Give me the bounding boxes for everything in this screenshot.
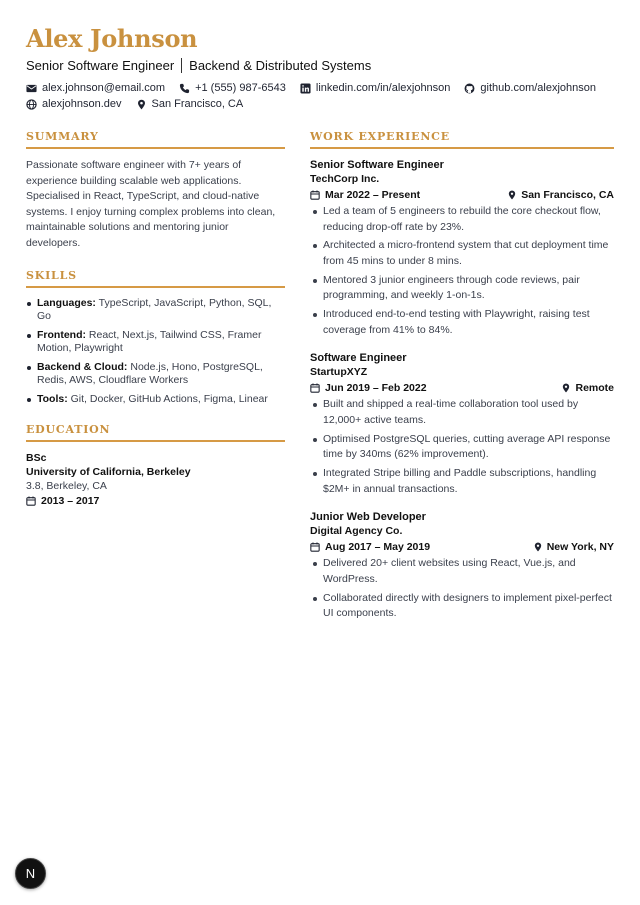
skill-label: Frontend: bbox=[37, 328, 86, 341]
linkedin-text: linkedin.com/in/alexjohnson bbox=[315, 82, 451, 94]
job-bullet: Optimised PostgreSQL queries, cutting average API response time by 340ms (62% improvement). bbox=[310, 432, 614, 463]
contact-linkedin[interactable] bbox=[300, 82, 451, 94]
phone-text: +1 (555) 987-6543 bbox=[195, 82, 286, 94]
skill-label: Tools: bbox=[37, 392, 68, 405]
job-bullets bbox=[310, 556, 614, 622]
job-location bbox=[507, 189, 614, 201]
contact-github[interactable] bbox=[464, 82, 596, 94]
map-pin-icon bbox=[136, 99, 147, 110]
globe-icon bbox=[26, 99, 37, 110]
job-bullet: Architected a micro-frontend system that cut deployment time from 45 mins to under 8 mins. bbox=[310, 238, 614, 269]
job-company: Digital Agency Co. bbox=[310, 525, 403, 538]
map-pin-icon bbox=[507, 190, 517, 200]
skill-value: Git, Docker, GitHub Actions, Figma, Linear bbox=[70, 392, 268, 405]
job-title: Software Engineer bbox=[310, 352, 407, 365]
skill-value: Node.js, Hono, PostgreSQL, Redis, AWS, Cloudflare Workers bbox=[37, 360, 263, 387]
job-bullets bbox=[310, 397, 614, 497]
phone-icon bbox=[179, 83, 190, 94]
left-column bbox=[26, 130, 285, 508]
job-bullets bbox=[310, 204, 614, 338]
calendar-icon bbox=[310, 190, 320, 200]
job-location-text: New York, NY bbox=[546, 541, 614, 554]
job-location bbox=[561, 382, 614, 394]
calendar-icon bbox=[310, 383, 320, 393]
headline bbox=[26, 58, 371, 73]
job-dates-text: Aug 2017 – May 2019 bbox=[325, 541, 431, 554]
job-dates-text: Jun 2019 – Feb 2022 bbox=[325, 382, 427, 395]
skill-value: TypeScript, JavaScript, Python, SQL, Go bbox=[37, 296, 272, 323]
job-dates bbox=[310, 540, 430, 554]
skills-heading: SKILLS bbox=[26, 269, 285, 288]
github-text: github.com/alexjohnson bbox=[480, 82, 596, 94]
github-icon bbox=[464, 83, 475, 94]
contact-location bbox=[136, 98, 244, 110]
calendar-icon bbox=[26, 496, 36, 506]
skill-item bbox=[26, 329, 285, 356]
job-meta bbox=[310, 381, 614, 395]
education-detail: 3.8, Berkeley, CA bbox=[26, 480, 107, 493]
skill-value: React, Next.js, Tailwind CSS, Framer Motion, Playwright bbox=[37, 328, 262, 355]
job-company: StartupXYZ bbox=[310, 366, 368, 379]
job-bullet: Delivered 20+ client websites using React, Vue.js, and WordPress. bbox=[310, 556, 614, 587]
job-entry bbox=[310, 158, 614, 338]
skill-item bbox=[26, 297, 285, 324]
location-text: San Francisco, CA bbox=[151, 98, 244, 110]
contact-email[interactable] bbox=[26, 82, 165, 94]
education-dates bbox=[26, 494, 285, 508]
skill-label: Backend & Cloud: bbox=[37, 360, 128, 373]
skill-item bbox=[26, 393, 285, 407]
contact-website[interactable] bbox=[26, 98, 122, 110]
right-column bbox=[310, 130, 614, 635]
candidate-name: Alex Johnson bbox=[26, 24, 198, 53]
contact-phone[interactable] bbox=[179, 82, 286, 94]
education-dates-text: 2013 – 2017 bbox=[41, 495, 100, 508]
job-bullet: Mentored 3 junior engineers through code reviews, pair programming, and weekly 1-on-1s. bbox=[310, 273, 614, 304]
website-text: alexjohnson.dev bbox=[42, 98, 122, 110]
job-dates-text: Mar 2022 – Present bbox=[325, 189, 421, 201]
job-meta bbox=[310, 540, 614, 554]
mail-icon bbox=[26, 83, 37, 94]
job-entry bbox=[310, 510, 614, 622]
specialty-headline: Backend & Distributed Systems bbox=[189, 58, 372, 73]
summary-heading: SUMMARY bbox=[26, 130, 285, 149]
job-entry bbox=[310, 351, 614, 497]
job-bullet: Led a team of 5 engineers to rebuild the core checkout flow, reducing drop-off rate by 23%. bbox=[310, 204, 614, 235]
email-text: alex.johnson@email.com bbox=[42, 82, 166, 94]
map-pin-icon bbox=[561, 383, 571, 393]
contact-info bbox=[26, 80, 626, 112]
skill-label: Languages: bbox=[37, 296, 96, 309]
school: University of California, Berkeley bbox=[26, 466, 191, 479]
headline-divider bbox=[181, 58, 182, 73]
job-location bbox=[533, 541, 614, 553]
linkedin-icon bbox=[300, 83, 311, 94]
job-company: TechCorp Inc. bbox=[310, 173, 380, 185]
degree: BSc bbox=[26, 452, 47, 465]
skill-item bbox=[26, 361, 285, 388]
summary-text: Passionate software engineer with 7+ years of experience building scalable web applications. Specialised in React, TypeScript, and cloud-native systems. I enjoy turning complex problems into clean, maintainable solutions and mentoring junior developers. bbox=[26, 159, 276, 249]
job-title-headline: Senior Software Engineer bbox=[26, 58, 175, 73]
job-location-text: Remote bbox=[575, 382, 614, 395]
job-bullet: Introduced end-to-end testing with Playwright, raising test coverage from 41% to 84%. bbox=[310, 307, 614, 338]
job-title: Junior Web Developer bbox=[310, 511, 426, 524]
job-dates bbox=[310, 188, 420, 202]
job-location-text: San Francisco, CA bbox=[521, 189, 614, 201]
n-badge-button[interactable]: N bbox=[15, 858, 46, 889]
map-pin-icon bbox=[533, 542, 543, 552]
job-meta bbox=[310, 188, 614, 202]
calendar-icon bbox=[310, 542, 320, 552]
job-bullet: Integrated Stripe billing and Paddle subscriptions, handling $2M+ in annual transactions. bbox=[310, 466, 614, 497]
job-bullet: Built and shipped a real-time collaboration tool used by 12,000+ active teams. bbox=[310, 397, 614, 428]
skills-list bbox=[26, 297, 285, 407]
job-bullet: Collaborated directly with designers to implement pixel-perfect UI components. bbox=[310, 591, 614, 622]
job-dates bbox=[310, 381, 427, 395]
job-title: Senior Software Engineer bbox=[310, 159, 444, 171]
education-heading: EDUCATION bbox=[26, 423, 285, 442]
experience-heading: WORK EXPERIENCE bbox=[310, 130, 614, 149]
